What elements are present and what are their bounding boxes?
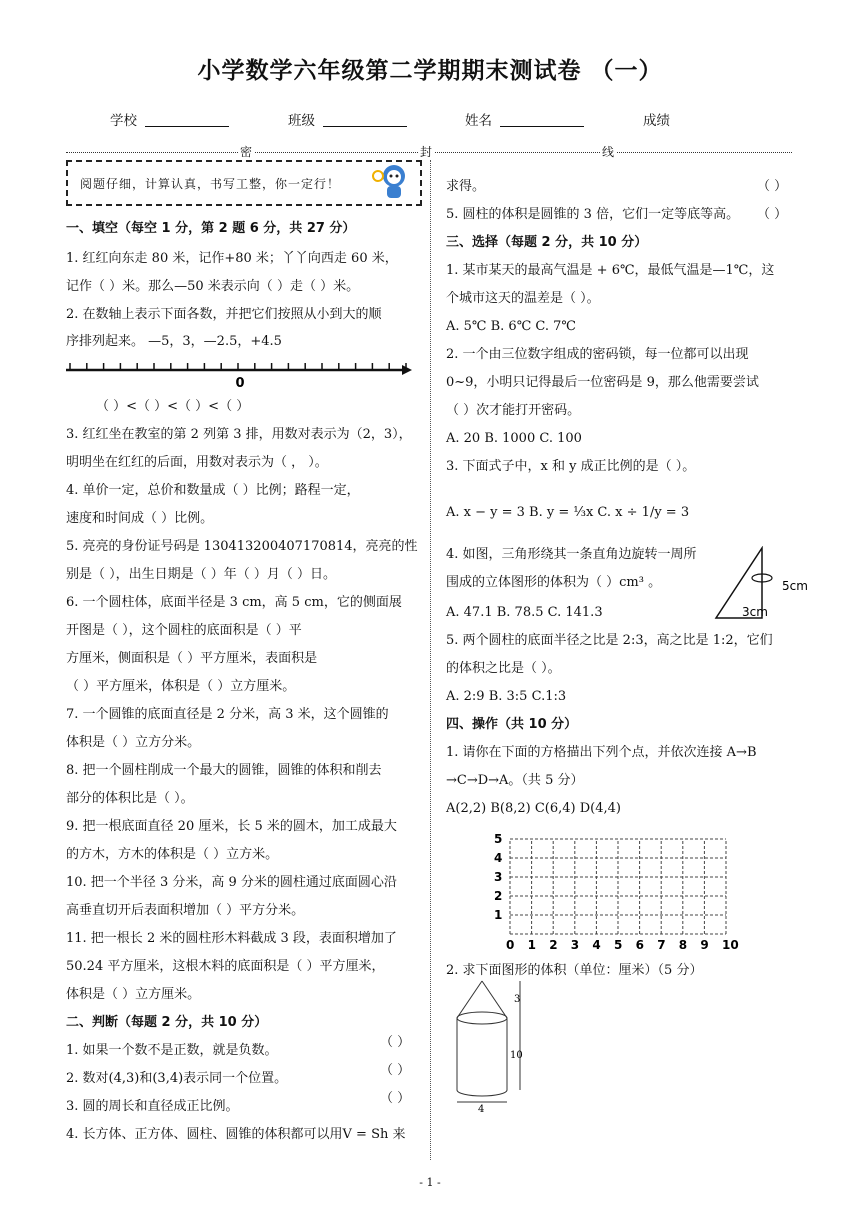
- section-heading: 二、判断（每题 2 分，共 10 分）: [66, 1015, 268, 1030]
- score-label: 成绩: [643, 113, 670, 129]
- grid-xtick: 8: [678, 938, 688, 952]
- question-line: 别是（ ），出生日期是（ ）年（ ）月（ ）日。: [66, 567, 337, 582]
- question-line: 2. 求下面图形的体积（单位：厘米）（5 分）: [446, 963, 703, 978]
- question-line: 体积是（ ）立方厘米。: [66, 987, 201, 1002]
- grid-xtick: 7: [657, 938, 666, 952]
- question-line: 速度和时间成（ ）比例。: [66, 511, 214, 526]
- question-line: 5. 亮亮的身份证号码是 130413200407170814，亮亮的性: [66, 539, 418, 554]
- mascot-icon: [370, 162, 414, 202]
- question-line: A(2,2) B(8,2) C(6,4) D(4,4): [446, 801, 621, 816]
- grid-xtick: 6: [635, 938, 644, 952]
- grid-xtick: 2: [549, 938, 558, 952]
- question-line: →C→D→A。（共 5 分）: [446, 773, 584, 788]
- question-line: 1. 某市某天的最高气温是 + 6℃，最低气温是—1℃，这: [446, 263, 775, 278]
- column-divider: [430, 160, 431, 1160]
- question-line: 2. 在数轴上表示下面各数，并把它们按照从小到大的顺: [66, 307, 382, 322]
- question-line: 50.24 平方厘米，这根木料的底面积是（ ）平方厘米，: [66, 959, 385, 974]
- question-line: 方厘米，侧面积是（ ）平方厘米，表面积是: [66, 651, 318, 666]
- question-line: 4. 如图，三角形绕其一条直角边旋转一周所: [446, 547, 697, 562]
- question-line: 4. 单价一定，总价和数量成（ ）比例；路程一定，: [66, 483, 360, 498]
- question-line: 3. 红红坐在教室的第 2 列第 3 排，用数对表示为（2，3），: [66, 427, 412, 442]
- solid-figure: [452, 978, 542, 1112]
- question-line: 明明坐在红红的后面，用数对表示为（ ， ）。: [66, 455, 328, 470]
- question-line: 0~9，小明只记得最后一位密码是 9，那么他需要尝试: [446, 375, 759, 390]
- question-line: 8. 把一个圆柱削成一个最大的圆锥，圆锥的体积和削去: [66, 763, 382, 778]
- name-label: 姓名: [465, 113, 492, 129]
- question-line: A. 5℃ B. 6℃ C. 7℃: [446, 319, 576, 334]
- grid-ytick: 1: [494, 908, 503, 922]
- judge-paren-5: （ ）: [757, 207, 788, 222]
- school-field: [110, 109, 229, 129]
- school-label: 学校: [110, 113, 137, 129]
- question-line: （ ）次才能打开密码。: [446, 403, 581, 418]
- question-line: 记作（ ）米。那么—50 米表示向（ ）走（ ）米。: [66, 279, 360, 294]
- question-line: 7. 一个圆锥的底面直径是 2 分米，高 3 米，这个圆锥的: [66, 707, 389, 722]
- question-line: 高垂直切开后表面积增加（ ）平方分米。: [66, 903, 305, 918]
- seal-line: [66, 144, 792, 160]
- page-title: 小学数学六年级第二学期期末测试卷 （一）: [197, 58, 663, 84]
- number-line-answer: （ ）<（ ）<（ ）<（ ）: [96, 399, 250, 414]
- question-line: 个城市这天的温差是（ ）。: [446, 291, 600, 306]
- judge-paren-1: （ ）: [380, 1035, 411, 1050]
- grid-xtick: 1: [527, 938, 536, 952]
- question-line: 9. 把一根底面直径 20 厘米，长 5 米的圆木，加工成最大: [66, 819, 397, 834]
- question-line: （ ）平方厘米，体积是（ ）立方厘米。: [66, 679, 296, 694]
- question-line: 6. 一个圆柱体，底面半径是 3 cm，高 5 cm，它的侧面展: [66, 595, 402, 610]
- question-line: 序排列起来。 —5，3，—2.5，+4.5: [66, 334, 282, 349]
- question-line: 10. 把一个半径 3 分米，高 9 分米的圆柱通过底面圆心沿: [66, 875, 397, 890]
- note-box: [66, 160, 422, 206]
- grid-ytick: 4: [494, 851, 503, 865]
- seal-xian: 线: [602, 145, 615, 159]
- question-line: 2. 一个由三位数字组成的密码锁，每一位都可以出现: [446, 347, 749, 362]
- section-heading: 四、操作（共 10 分）: [446, 717, 578, 732]
- class-field: [288, 109, 407, 129]
- grid-xtick: 9: [700, 938, 709, 952]
- question-line: 1. 请你在下面的方格描出下列个点，并依次连接 A→B: [446, 745, 757, 760]
- triangle-figure: [712, 546, 812, 622]
- triangle-base: 3cm: [742, 605, 768, 619]
- question-line: 11. 把一根长 2 米的圆柱形木料截成 3 段，表面积增加了: [66, 931, 397, 946]
- grid-xtick: 3: [570, 938, 580, 952]
- cylinder-height: 10: [510, 1050, 523, 1061]
- seal-feng: 封: [420, 145, 433, 159]
- grid-xtick: 5: [614, 938, 623, 952]
- grid-xtick: 4: [592, 938, 601, 952]
- question-line: 3. 下面式子中，x 和 y 成正比例的是（ ）。: [446, 459, 696, 474]
- section-heading: 三、选择（每题 2 分，共 10 分）: [446, 235, 648, 250]
- question-line: A. 2:9 B. 3:5 C.1:3: [446, 689, 567, 704]
- score-field: [643, 109, 670, 129]
- question-line: 围成的立体图形的体积为（ ）cm³ 。: [446, 575, 662, 590]
- seal-mi: 密: [240, 145, 253, 159]
- question-line: 2. 数对(4,3)和(3,4)表示同一个位置。: [66, 1071, 288, 1086]
- grid-ytick: 2: [494, 889, 503, 903]
- question-line: 部分的体积比是（ ）。: [66, 791, 194, 806]
- question-line: 1. 如果一个数不是正数，就是负数。: [66, 1043, 278, 1058]
- grid-ytick: 5: [494, 832, 503, 846]
- grid-xtick: 0: [506, 938, 515, 952]
- judge-paren-4: （ ）: [757, 179, 788, 194]
- coordinate-grid: [490, 828, 740, 954]
- grid-xtick: 10: [722, 938, 739, 952]
- grid-ytick: 3: [494, 870, 503, 884]
- question-line: 体积是（ ）立方分米。: [66, 735, 201, 750]
- question-line: 求得。: [446, 179, 486, 194]
- question-line: 4. 长方体、正方体、圆柱、圆锥的体积都可以用V = Sh 来: [66, 1127, 406, 1142]
- page-number: - 1 -: [419, 1176, 441, 1189]
- section-heading: 一、填空（每空 1 分，第 2 题 6 分，共 27 分）: [66, 221, 356, 236]
- question-line: A. x − y = 3 B. y = ⅓x C. x ÷ 1/y = 3: [446, 505, 690, 520]
- question-line: 5. 圆柱的体积是圆锥的 3 倍，它们一定等底等高。: [446, 207, 740, 222]
- question-line: 5. 两个圆柱的底面半径之比是 2:3，高之比是 1:2，它们: [446, 633, 773, 648]
- cone-height: 3: [514, 994, 521, 1005]
- question-line: A. 47.1 B. 78.5 C. 141.3: [446, 605, 603, 620]
- question-line: 的体积之比是（ ）。: [446, 661, 561, 676]
- question-line: 的方木，方木的体积是（ ）立方米。: [66, 847, 279, 862]
- name-field: [465, 109, 584, 129]
- judge-paren-3: （ ）: [380, 1091, 411, 1106]
- cylinder-diameter: 4: [478, 1104, 485, 1112]
- class-label: 班级: [288, 113, 315, 129]
- number-line-zero: 0: [235, 376, 245, 390]
- judge-paren-2: （ ）: [380, 1063, 411, 1078]
- question-line: A. 20 B. 1000 C. 100: [446, 431, 582, 446]
- question-line: 3. 圆的周长和直径成正比例。: [66, 1099, 239, 1114]
- triangle-height: 5cm: [782, 579, 808, 593]
- number-line: [66, 360, 412, 390]
- question-line: 1. 红红向东走 80 米，记作+80 米；丫丫向西走 60 米，: [66, 251, 398, 266]
- note-text: 阅题仔细，计算认真，书写工整，你一定行！: [80, 177, 341, 191]
- question-line: 开图是（ ），这个圆柱的底面积是（ ）平: [66, 623, 302, 638]
